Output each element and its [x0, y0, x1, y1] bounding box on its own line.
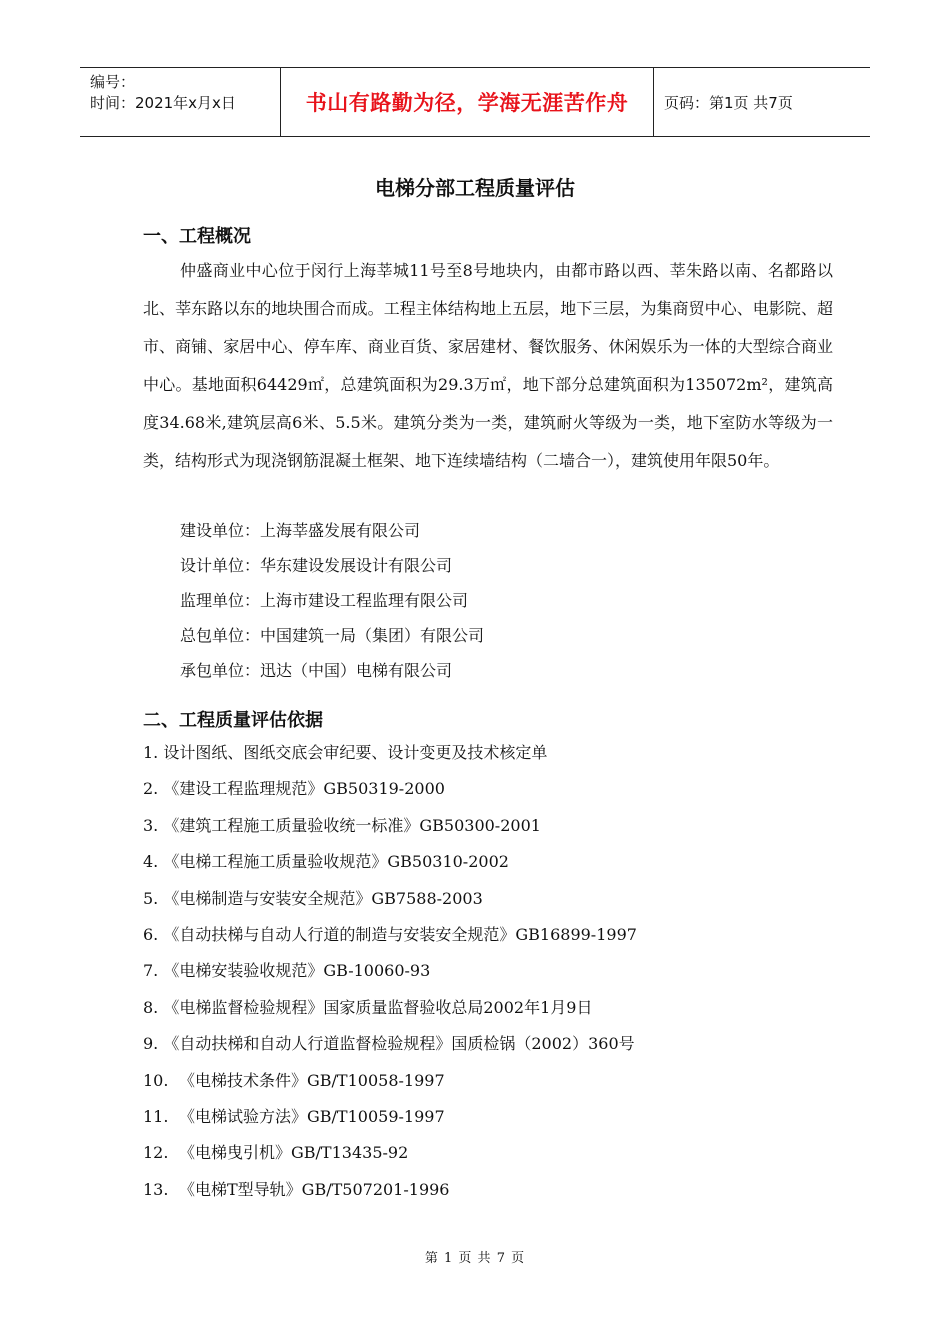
units-list — [180, 513, 484, 688]
list-item: 1. 设计图纸、图纸交底会审纪要、设计变更及技术核定单 — [143, 743, 548, 762]
section1-heading: 一、工程概况 — [143, 226, 251, 247]
list-item: 13. 《电梯T型导轨》GB/T507201-1996 — [143, 1179, 450, 1199]
document-title: 电梯分部工程质量评估 — [375, 176, 575, 200]
list-item: 5. 《电梯制造与安装安全规范》GB7588-2003 — [143, 888, 483, 908]
list-item: 10. 《电梯技术条件》GB/T10058-1997 — [143, 1070, 445, 1090]
unit-line: 承包单位：迅达（中国）电梯有限公司 — [180, 661, 453, 680]
section1-paragraph-block — [143, 252, 833, 480]
list-item: 12. 《电梯曳引机》GB/T13435-92 — [143, 1143, 409, 1163]
header-table — [80, 67, 870, 137]
section2-heading: 二、工程质量评估依据 — [143, 710, 323, 731]
list-item: 11. 《电梯试验方法》GB/T10059-1997 — [143, 1106, 445, 1126]
unit-line: 总包单位：中国建筑一局（集团）有限公司 — [180, 626, 485, 645]
page-footer: 第 1 页 共 7 页 — [424, 1251, 526, 1266]
number-label: 编号： — [90, 73, 136, 91]
header-page-info: 页码：第1页 共7页 — [664, 93, 793, 112]
list-item: 3. 《建筑工程施工质量验收统一标准》GB50300-2001 — [143, 815, 541, 835]
list-item: 2. 《建设工程监理规范》GB50319-2000 — [143, 779, 445, 799]
time-label: 时间：2021年x月x日 — [90, 94, 236, 112]
basis-list — [143, 735, 637, 1208]
list-item: 9. 《自动扶梯和自动人行道监督检验规程》国质检锅（2002）360号 — [143, 1034, 635, 1054]
header-meta — [80, 68, 281, 136]
list-item: 6. 《自动扶梯与自动人行道的制造与安装安全规范》GB16899-1997 — [143, 924, 637, 944]
unit-line: 监理单位：上海市建设工程监理有限公司 — [180, 591, 469, 610]
unit-line: 设计单位：华东建设发展设计有限公司 — [180, 556, 453, 575]
list-item: 7. 《电梯安装验收规范》GB-10060-93 — [143, 961, 431, 981]
list-item: 4. 《电梯工程施工质量验收规范》GB50310-2002 — [143, 852, 509, 872]
list-item: 8. 《电梯监督检验规程》国家质量监督验收总局2002年1月9日 — [143, 997, 593, 1017]
section1-paragraph: 仲盛商业中心位于闵行上海莘城11号至8号地块内，由都市路以西、莘朱路以南、名都路以北、莘东路以东的地块围合而成。工程主体结构地上五层，地下三层，为集商贸中心、电影院、超市、商铺、家居中心、停车库、商业百货、家居建材、餐饮服务、休闲娱乐为一体的大型综合商业中心。基地面积64429㎡，总建筑面积为29.3万㎡，地下部分总建筑面积为135072m²，建筑高度34.68米,建筑层高6米、5.5米。建筑分类为一类，建筑耐火等级为一类，地下室防水等级为一类，结构形式为现浇钢筋混凝土框架、地下连续墙结构（二墙合一），建筑使用年限50年。 — [143, 261, 833, 470]
unit-line: 建设单位：上海莘盛发展有限公司 — [180, 521, 421, 540]
header-slogan: 书山有路勤为径，学海无涯苦作舟 — [305, 91, 629, 115]
header-slogan-cell — [281, 68, 654, 136]
